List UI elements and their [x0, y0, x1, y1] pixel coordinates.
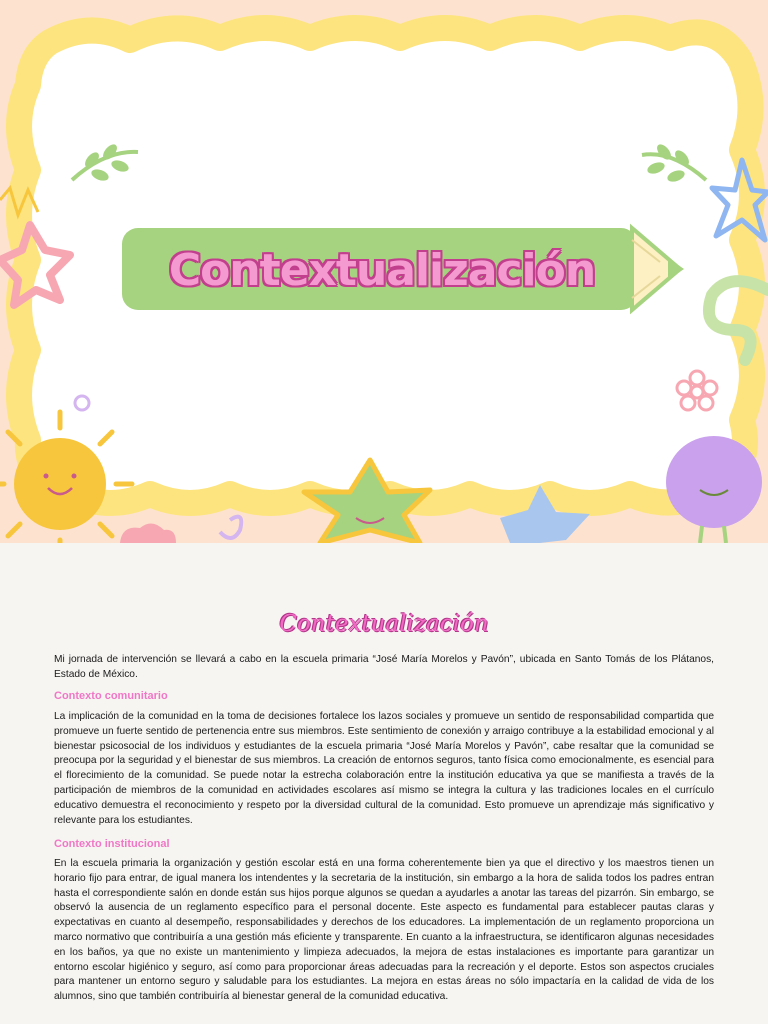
document-title: Contextualización: [279, 611, 489, 637]
intro-paragraph: Mi jornada de intervención se llevará a cabo en la escuela primaria “José María Morelos y Pavón”, ubicada en Santo Tomás de los Plátanos, Estado de México.: [54, 654, 714, 680]
section-heading-comunitario: Contexto comunitario: [54, 690, 168, 702]
cloud-icon: [120, 523, 176, 543]
section-heading-institucional: Contexto institucional: [54, 838, 170, 850]
blob-purple-icon: [666, 436, 762, 543]
spiral-icon: [220, 517, 241, 538]
section-text-institucional: En la escuela primaria la organización y gestión escolar está en una forma coherentemente bien ya que el directivo y los maestros tienen un horario fijo para entrar, de igual manera los intendentes y la secretaria de la institución, sin embargo a la hora de salida todos los padres entran hasta el correspondiente salón en donde están sus hijos porque algunos se quedan a ayudarles a anotar las tareas del pizarrón. Sin embargo, se observó la ausencia de un reglamento específico para el personal docente. Este aspecto es fundamental para establecer pautas claras y expectativas en cuanto al desempeño, responsabilidades y derechos de los educadores. La implementación de un reglamento proporciona un marco normativo que contribuiría a una gestión más eficiente y transparente. En cuanto a la infraestructura, se identificaron algunas necesidades en los baños, ya que no existe un mantenimiento y limpieza adecuados, la mejora de estas instalaciones es importante para garantizar un entorno escolar higiénico y seguro, así como para proporcionar áreas adecuadas para la recreación y el deporte. Estos son aspectos cruciales para mantener un entorno seguro y saludable para los estudiantes. La mejora en estas áreas no sólo impactaría en la calidad de vida de los alumnos, sino que también contribuiría al bienestar general de la comunidad educativa.: [54, 858, 714, 1003]
section-text-comunitario: La implicación de la comunidad en la toma de decisiones fortalece los lazos sociales y promueve un sentido de responsabilidad compartida que promueve un fuerte sentido de pertenencia entre sus miembros. Este sentimiento de conexión y arraigo contribuye a la estabilidad emocional y al bienestar psicosocial de los individuos y estudiantes de la escuela primaria “José María Morelos y Pavón”, cabe resaltar que la comunidad se preocupa por la seguridad y el bienestar de sus miembros. La creación de entornos seguros, tanto física como emocionalmente, es esencial para el florecimiento de la comunidad. Se puede notar la estrecha colaboración entre la institución educativa ya que se manifiesta a través de la participación de miembros de la comunidad en actividades escolares así mismo se integra la cultura y las tradiciones locales en el currículo educativo demuestra el reconocimiento y respeto por la diversidad cultural de la comunidad. Esto promueve un aprendizaje más significativo y relevante para los estudiantes.: [54, 711, 714, 826]
cover-title: Contextualización: [168, 244, 596, 296]
document-page: [0, 543, 768, 1024]
